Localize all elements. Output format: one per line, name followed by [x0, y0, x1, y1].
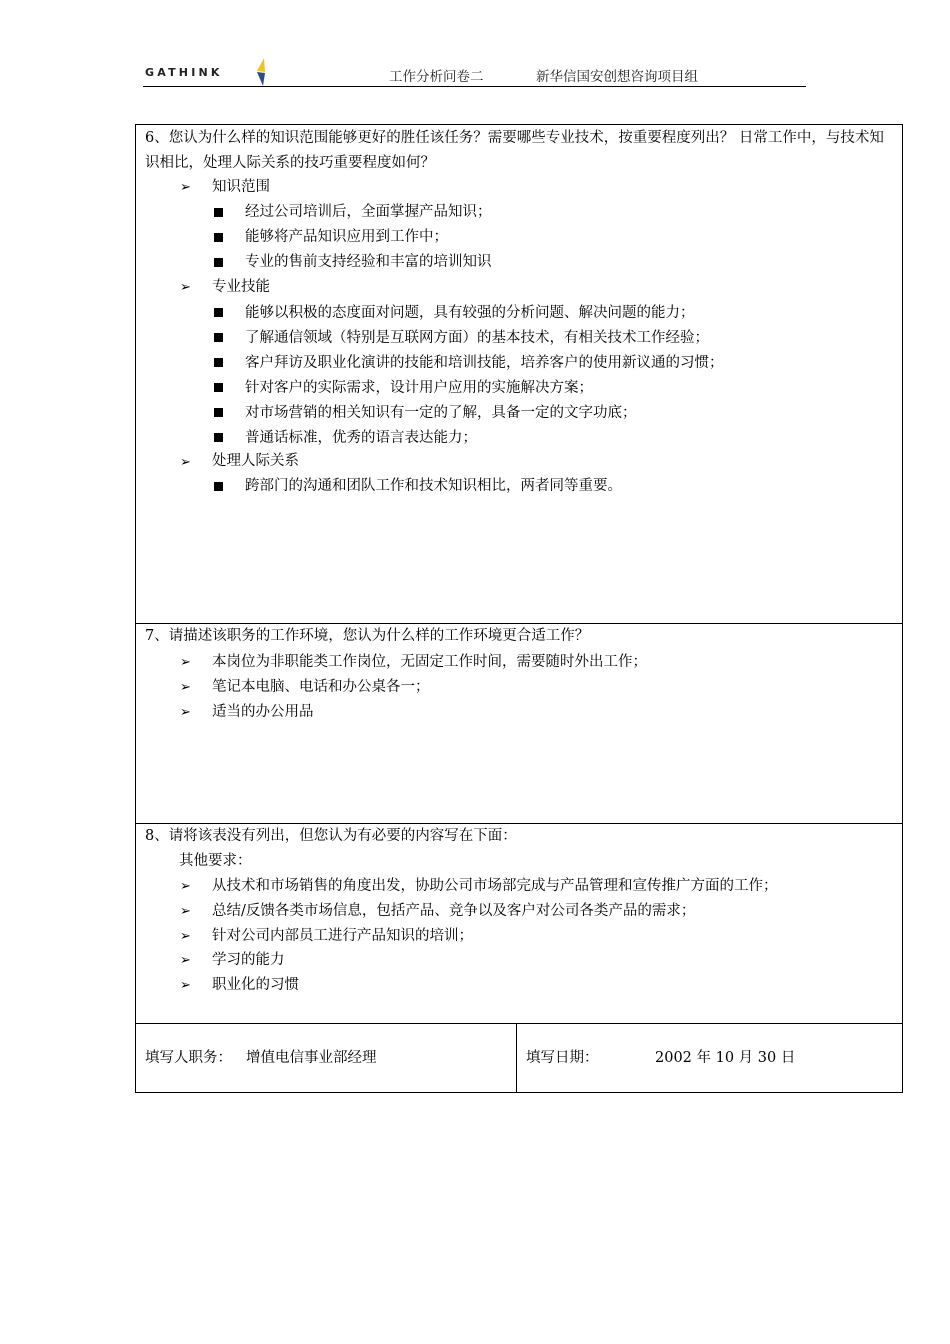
arrowhead-bullet-icon: ➢	[180, 929, 191, 944]
list-item: 专业的售前支持经验和丰富的培训知识	[245, 254, 492, 270]
list-item: 总结/反馈各类市场信息，包括产品、竞争以及客户对公司各类产品的需求；	[212, 903, 696, 919]
date-label: 填写日期：	[526, 1050, 599, 1066]
square-bullet-icon	[214, 408, 223, 417]
question-6: 6、您认为什么样的知识范围能够更好的胜任该任务？需要哪些专业技术，按重要程度列出？ 日常工作中，与技术知识相比，处理人际关系的技巧重要程度如何？	[145, 130, 884, 171]
arrowhead-bullet-icon: ➢	[180, 680, 191, 695]
list-item: 能够以积极的态度面对问题，具有较强的分析问题、解决问题的能力；	[245, 305, 695, 321]
list-item: 职业化的习惯	[212, 977, 299, 993]
position-value: 增值电信事业部经理	[246, 1050, 377, 1066]
group-title: 知识范围	[212, 179, 270, 195]
square-bullet-icon	[214, 482, 223, 491]
footer-row	[136, 1024, 902, 1092]
square-bullet-icon	[214, 308, 223, 317]
position-label: 填写人职务：	[145, 1050, 232, 1066]
list-item: 普通话标准，优秀的语言表达能力；	[245, 430, 477, 446]
question-8: 8、请将该表没有列出，但您认为有必要的内容写在下面：	[145, 828, 517, 844]
arrowhead-bullet-icon: ➢	[180, 978, 191, 993]
square-bullet-icon	[214, 258, 223, 267]
square-bullet-icon	[214, 358, 223, 367]
logo-text: GATHINK	[145, 66, 223, 79]
square-bullet-icon	[214, 333, 223, 342]
arrowhead-bullet-icon: ➢	[180, 879, 191, 894]
section-8	[136, 824, 902, 1024]
square-bullet-icon	[214, 233, 223, 242]
org-name: 新华信国安创想咨询项目组	[536, 69, 698, 85]
list-item: 对市场营销的相关知识有一定的了解，具备一定的文字功底；	[245, 405, 637, 421]
square-bullet-icon	[214, 433, 223, 442]
arrowhead-bullet-icon: ➢	[180, 705, 191, 720]
list-item: 经过公司培训后，全面掌握产品知识；	[245, 204, 492, 220]
list-item: 从技术和市场销售的角度出发，协助公司市场部完成与产品管理和宣传推广方面的工作；	[212, 878, 778, 894]
section-6	[136, 125, 902, 624]
arrowhead-bullet-icon: ➢	[180, 904, 191, 919]
arrowhead-bullet-icon: ➢	[180, 180, 191, 195]
section-7	[136, 624, 902, 824]
arrowhead-bullet-icon: ➢	[180, 953, 191, 968]
list-item: 本岗位为非职能类工作岗位，无固定工作时间，需要随时外出工作；	[212, 654, 647, 670]
list-item: 能够将产品知识应用到工作中；	[245, 229, 448, 245]
list-item: 学习的能力	[212, 952, 285, 968]
list-item: 了解通信领域（特别是互联网方面）的基本技术，有相关技术工作经验；	[245, 330, 709, 346]
other-requirements-label: 其他要求：	[179, 853, 252, 869]
cell-divider	[516, 1024, 517, 1092]
group-title: 处理人际关系	[212, 453, 299, 469]
arrowhead-bullet-icon: ➢	[180, 280, 191, 295]
list-item: 针对客户的实际需求，设计用户应用的实施解决方案；	[245, 380, 593, 396]
square-bullet-icon	[214, 208, 223, 217]
questionnaire-table	[135, 124, 903, 1093]
gathink-logo-mark-icon	[255, 58, 273, 86]
list-item: 针对公司内部员工进行产品知识的培训；	[212, 928, 473, 944]
arrowhead-bullet-icon: ➢	[180, 655, 191, 670]
square-bullet-icon	[214, 383, 223, 392]
question-7: 7、请描述该职务的工作环境，您认为什么样的工作环境更合适工作？	[145, 628, 590, 644]
list-item: 客户拜访及职业化演讲的技能和培训技能，培养客户的使用新议通的习惯；	[245, 355, 724, 371]
list-item: 适当的办公用品	[212, 704, 314, 720]
date-value: 2002 年 10 月 30 日	[655, 1050, 796, 1066]
arrowhead-bullet-icon: ➢	[180, 455, 191, 470]
list-item: 跨部门的沟通和团队工作和技术知识相比，两者同等重要。	[245, 478, 622, 494]
doc-title: 工作分析问卷二	[389, 69, 484, 85]
group-title: 专业技能	[212, 279, 270, 295]
list-item: 笔记本电脑、电话和办公桌各一；	[212, 679, 430, 695]
page-header	[143, 58, 806, 87]
